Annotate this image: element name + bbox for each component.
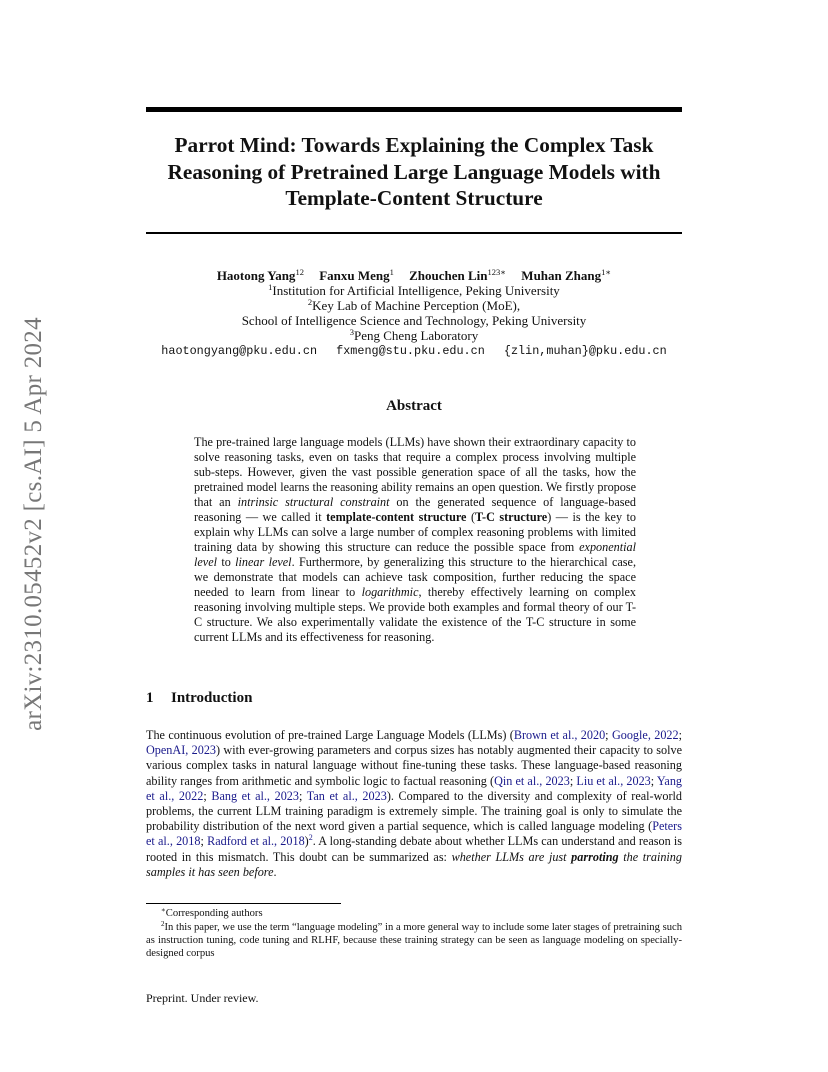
citation-link[interactable]: Peters et al., 2018 <box>146 819 682 849</box>
author: Zhouchen Lin$^{123∗}$ <box>409 267 507 283</box>
paper-title <box>146 132 682 212</box>
affiliation: $^2$Key Lab of Machine Perception (MoE), <box>307 297 521 313</box>
footnote-1: ∗Corresponding authors <box>161 906 263 919</box>
footer-note: Preprint. Under review. <box>146 991 259 1005</box>
title-line: Reasoning of Pretrained Large Language Models with <box>167 159 661 184</box>
title-line: Parrot Mind: Towards Explaining the Complex Task <box>174 133 654 157</box>
email: fxmeng@stu.pku.edu.cn <box>336 344 485 358</box>
title-bottom-rule <box>146 232 682 234</box>
affiliation: $^1$Institution for Artificial Intelligence, Peking University <box>268 282 560 298</box>
footnote-2: $^2$In this paper, we use the term “language modeling” in a more general way to include some later stages of pretraining such as instruction tuning, code tuning and RLHF, because these training strategy can be seen as language modeling on specially-designed corpus <box>146 920 682 959</box>
title-top-rule <box>146 107 682 112</box>
author-block <box>146 268 682 359</box>
citation-link[interactable]: Google, 2022 <box>611 728 679 742</box>
author: Haotong Yang$^{12}$ <box>216 267 304 283</box>
abstract-body: The pre-trained large language models (LLMs) have shown their extraordinary capacity to solve reasoning tasks, even on tasks that require a complex process involving multiple sub-steps. However, given the vast possible generation space of all the tasks, how the pretrained model learns the reasoning ability remains an open question. We firstly propose that an intrinsic structural constraint on the generated sequence of language-based reasoning — we called it template-content structure (T-C structure) — is the key to explain why LLMs can solve a large number of complex reasoning problems with limited training data by showing this structure can reduce the possible space from exponential level to linear level. Furthermore, by generalizing this structure to the hierarchical case, we demonstrate that models can achieve task composition, further reducing the space needed to learn from linear to logarithmic, thereby effectively learning on complex reasoning involving multiple steps. We provide both examples and formal theory of our T-C structure. We also experimentally validate the existence of the T-C structure in some current LLMs and its effectiveness for reasoning. <box>194 435 637 644</box>
author-emails <box>146 344 682 359</box>
section-heading-introduction: 1 Introduction <box>146 690 253 706</box>
arxiv-sidebar <box>19 300 49 750</box>
author: Muhan Zhang$^{1∗}$ <box>521 267 612 283</box>
affiliation: $^3$Peng Cheng Laboratory <box>349 327 479 343</box>
citation-link[interactable]: Bang et al., 2023 <box>211 788 299 803</box>
affiliation: School of Intelligence Science and Technology, Peking University <box>241 313 587 328</box>
citation-link[interactable]: Yang et al., 2022 <box>146 773 683 803</box>
abstract-heading: Abstract <box>386 398 442 414</box>
citation-link[interactable]: Brown et al., 2020 <box>513 728 606 742</box>
title-line: Template-Content Structure <box>285 186 543 210</box>
citation-link[interactable]: Liu et al., 2023 <box>576 773 651 788</box>
author-names <box>146 268 682 283</box>
email: haotongyang@pku.edu.cn <box>161 344 318 358</box>
footnote-rule <box>146 903 341 904</box>
citation-link[interactable]: Radford et al., 2018 <box>207 834 305 849</box>
citation-link[interactable]: Tan et al., 2023 <box>306 788 387 803</box>
author: Fanxu Meng$^1$ <box>319 267 394 283</box>
arxiv-identifier: arXiv:2310.05452v2 [cs.AI] 5 Apr 2024 <box>20 317 47 731</box>
email: {zlin,muhan}@pku.edu.cn <box>503 344 667 358</box>
citation-link[interactable]: OpenAI, 2023 <box>146 743 217 758</box>
footnote-ref-link[interactable]: 2 <box>308 833 313 843</box>
citation-link[interactable]: Qin et al., 2023 <box>494 773 570 788</box>
introduction-paragraph: The continuous evolution of pre-trained Large Language Models (LLMs) (Brown et al., 2020; Google, 2022; OpenAI, 2023) with ever-growing parameters and corpus sizes has notably augmented their capacity to solve various complex tasks in natural language without fine-tuning these tasks. These language-based reasoning ability ranges from arithmetic and symbolic logic to factual reasoning (Qin et al., 2023; Liu et al., 2023; Yang et al., 2022; Bang et al., 2023; Tan et al., 2023). Compared to the diversity and complexity of real-world problems, the current LLM training paradigm is extremely simple. The training goal is only to simulate the probability distribution of the next word given a partial sequence, which is called language modeling (Peters et al., 2018; Radford et al., 2018)$^2$. A long-standing debate about whether LLMs can understand and reason is rooted in this mismatch. This doubt can be summarized as: whether LLMs are just parroting the training samples it has seen before. <box>146 728 683 879</box>
